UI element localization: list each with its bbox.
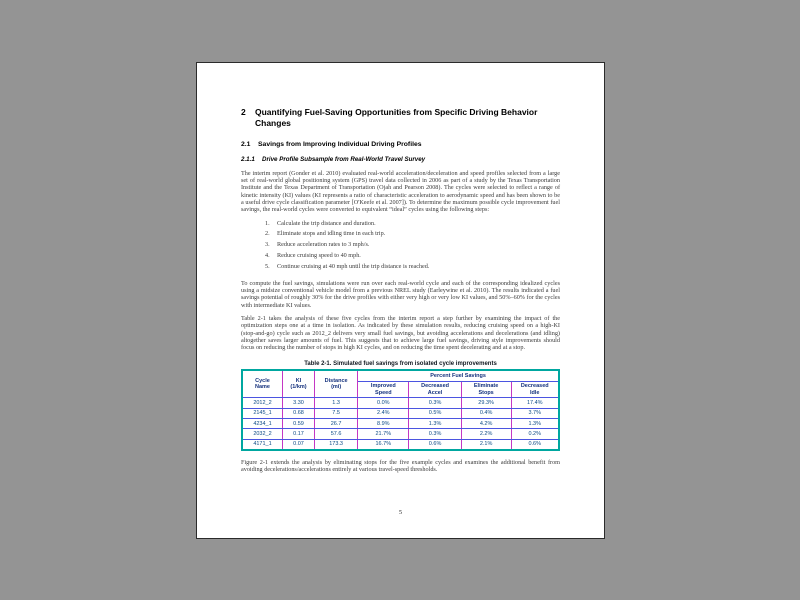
fuel-savings-table: [241, 369, 560, 451]
table-cell: 2.2%: [461, 429, 511, 439]
table-row: [242, 408, 559, 418]
table-row: [242, 439, 559, 450]
table-row: [242, 419, 559, 429]
table-cell: 57.6: [315, 429, 358, 439]
table-cell: 0.59: [283, 419, 315, 429]
subsection-number: 2.1: [241, 141, 251, 149]
table-cell: 3.30: [283, 398, 315, 408]
table-cell: 0.3%: [409, 429, 461, 439]
col-group-percent-fuel-savings: Percent Fuel Savings: [358, 370, 559, 381]
step-item: 2. Eliminate stops and idling time in each trip.: [265, 230, 386, 238]
step-item: 4. Reduce cruising speed to 40 mph.: [265, 252, 361, 259]
table-cell: 0.68: [283, 408, 315, 418]
table-cell: 8.9%: [358, 419, 409, 429]
subsubsection-title: Drive Profile Subsample from Real-World Travel Survey: [262, 156, 426, 164]
table-cell: 1.3%: [511, 419, 559, 429]
table-cell: 0.2%: [511, 429, 559, 439]
col-header-eliminate-stops: Eliminate Stops: [461, 381, 511, 398]
page-number: 5: [398, 509, 403, 516]
table-row: [242, 398, 559, 408]
table-row: [242, 429, 559, 439]
table-cell: 26.7: [315, 419, 358, 429]
section-title: Quantifying Fuel-Saving Opportunities from Specific Driving Behavior Changes: [255, 107, 538, 129]
document-page: [196, 62, 605, 539]
subsection-title: Savings from Improving Individual Driving Profiles: [258, 141, 422, 149]
section-heading: [241, 107, 560, 129]
table-cell: 29.3%: [461, 398, 511, 408]
subsubsection-number: 2.1.1: [241, 156, 255, 164]
subsection-heading: [241, 141, 560, 149]
section-number: 2: [241, 107, 246, 117]
col-header-ki: KI (1/km): [283, 370, 315, 397]
col-header-improved-speed: Improved Speed: [358, 381, 409, 398]
table-cell: 173.3: [315, 439, 358, 450]
table-cell: 4171_1: [242, 439, 283, 450]
table-cell: 2032_2: [242, 429, 283, 439]
step-item: 3. Reduce acceleration rates to 3 mph/s.: [265, 241, 370, 249]
fuel-table-head: [242, 370, 559, 397]
table-cell: 0.3%: [409, 398, 461, 408]
col-header-distance: Distance (mi): [315, 370, 358, 397]
table-cell: 0.6%: [409, 439, 461, 450]
table-cell: 21.7%: [358, 429, 409, 439]
paragraph-figure-reference: Figure 2-1 extends the analysis by eliminating stops for the five example cycles and examines the additional benefit from avoiding decelerations/accelerations entirely at various travel-speed thresholds.: [241, 458, 560, 474]
table-cell: 0.6%: [511, 439, 559, 450]
paragraph-intro: The interim report (Gonder et al. 2010) evaluated real-world acceleration/deceleration and speed profiles selected from a large set of real-world global positioning system (GPS) travel data collected in 2006 as part of a study by the Texas Transportation Institute and the Texas Department of Transportation (Ojah and Pearson 2008). The cycles were selected to reflect a range of kinetic intensity (KI) values (KI represents a ratio of characteristic acceleration to aerodynamic speed and has been shown to be a useful drive cycle classification parameter [O'Keefe et al. 2007]). To determine the maximum possible cycle improvement fuel savings, the real-world cycles were converted to equivalent “ideal” cycles using the following steps:: [241, 169, 560, 214]
table-cell: 0.5%: [409, 408, 461, 418]
table-cell: 4234_1: [242, 419, 283, 429]
ideal-cycle-steps: [241, 220, 560, 274]
table-cell: 2.4%: [358, 408, 409, 418]
step-item: 1. Calculate the trip distance and duration.: [265, 219, 376, 227]
table-caption: Table 2-1. Simulated fuel savings from isolated cycle improvements: [304, 361, 497, 368]
col-header-decreased-idle: Decreased Idle: [511, 381, 559, 398]
table-cell: 3.7%: [511, 408, 559, 418]
table-cell: 0.0%: [358, 398, 409, 408]
table-cell: 7.5: [315, 408, 358, 418]
table-cell: 2012_2: [242, 398, 283, 408]
col-header-cycle-name: Cycle Name: [242, 370, 283, 397]
table-cell: 1.3: [315, 398, 358, 408]
paragraph-table-discussion: Table 2-1 takes the analysis of these five cycles from the interim report a step further by examining the impact of the optimization steps one at a time in isolation. As indicated by these simulation results, reducing cruising speed on a high-KI (stop-and-go) cycle such as 2012_2 delivers very small fuel savings, but avoiding accelerations and decelerations (and idling) altogether saves larger amounts of fuel. This suggests that to achieve large fuel savings, driving style improvements should focus on reducing the number of stops in high KI cycles, and on reducing the time spent decelerating and at a stop.: [241, 314, 560, 352]
table-cell: 2.1%: [461, 439, 511, 450]
step-item: 5. Continue cruising at 40 mph until the trip distance is reached.: [265, 262, 430, 270]
table-cell: 0.4%: [461, 408, 511, 418]
table-cell: 1.3%: [409, 419, 461, 429]
fuel-table-body: [242, 398, 559, 450]
subsubsection-heading: [241, 156, 560, 163]
table-cell: 0.17: [283, 429, 315, 439]
table-cell: 0.07: [283, 439, 315, 450]
col-header-decreased-accel: Decreased Accel: [409, 381, 461, 398]
table-cell: 2145_1: [242, 408, 283, 418]
table-cell: 4.2%: [461, 419, 511, 429]
table-cell: 17.4%: [511, 398, 559, 408]
table-cell: 16.7%: [358, 439, 409, 450]
paragraph-simulation-results: To compute the fuel savings, simulations were run over each real-world cycle and each of the corresponding idealized cycles using a midsize conventional vehicle model from a previous NREL study (Earleywine et al. 2010). The results indicated a fuel savings potential of roughly 30% for the drive profiles with either very high or very low KI values, and 50%–60% for the cycles with intermediate KI values.: [241, 279, 560, 309]
